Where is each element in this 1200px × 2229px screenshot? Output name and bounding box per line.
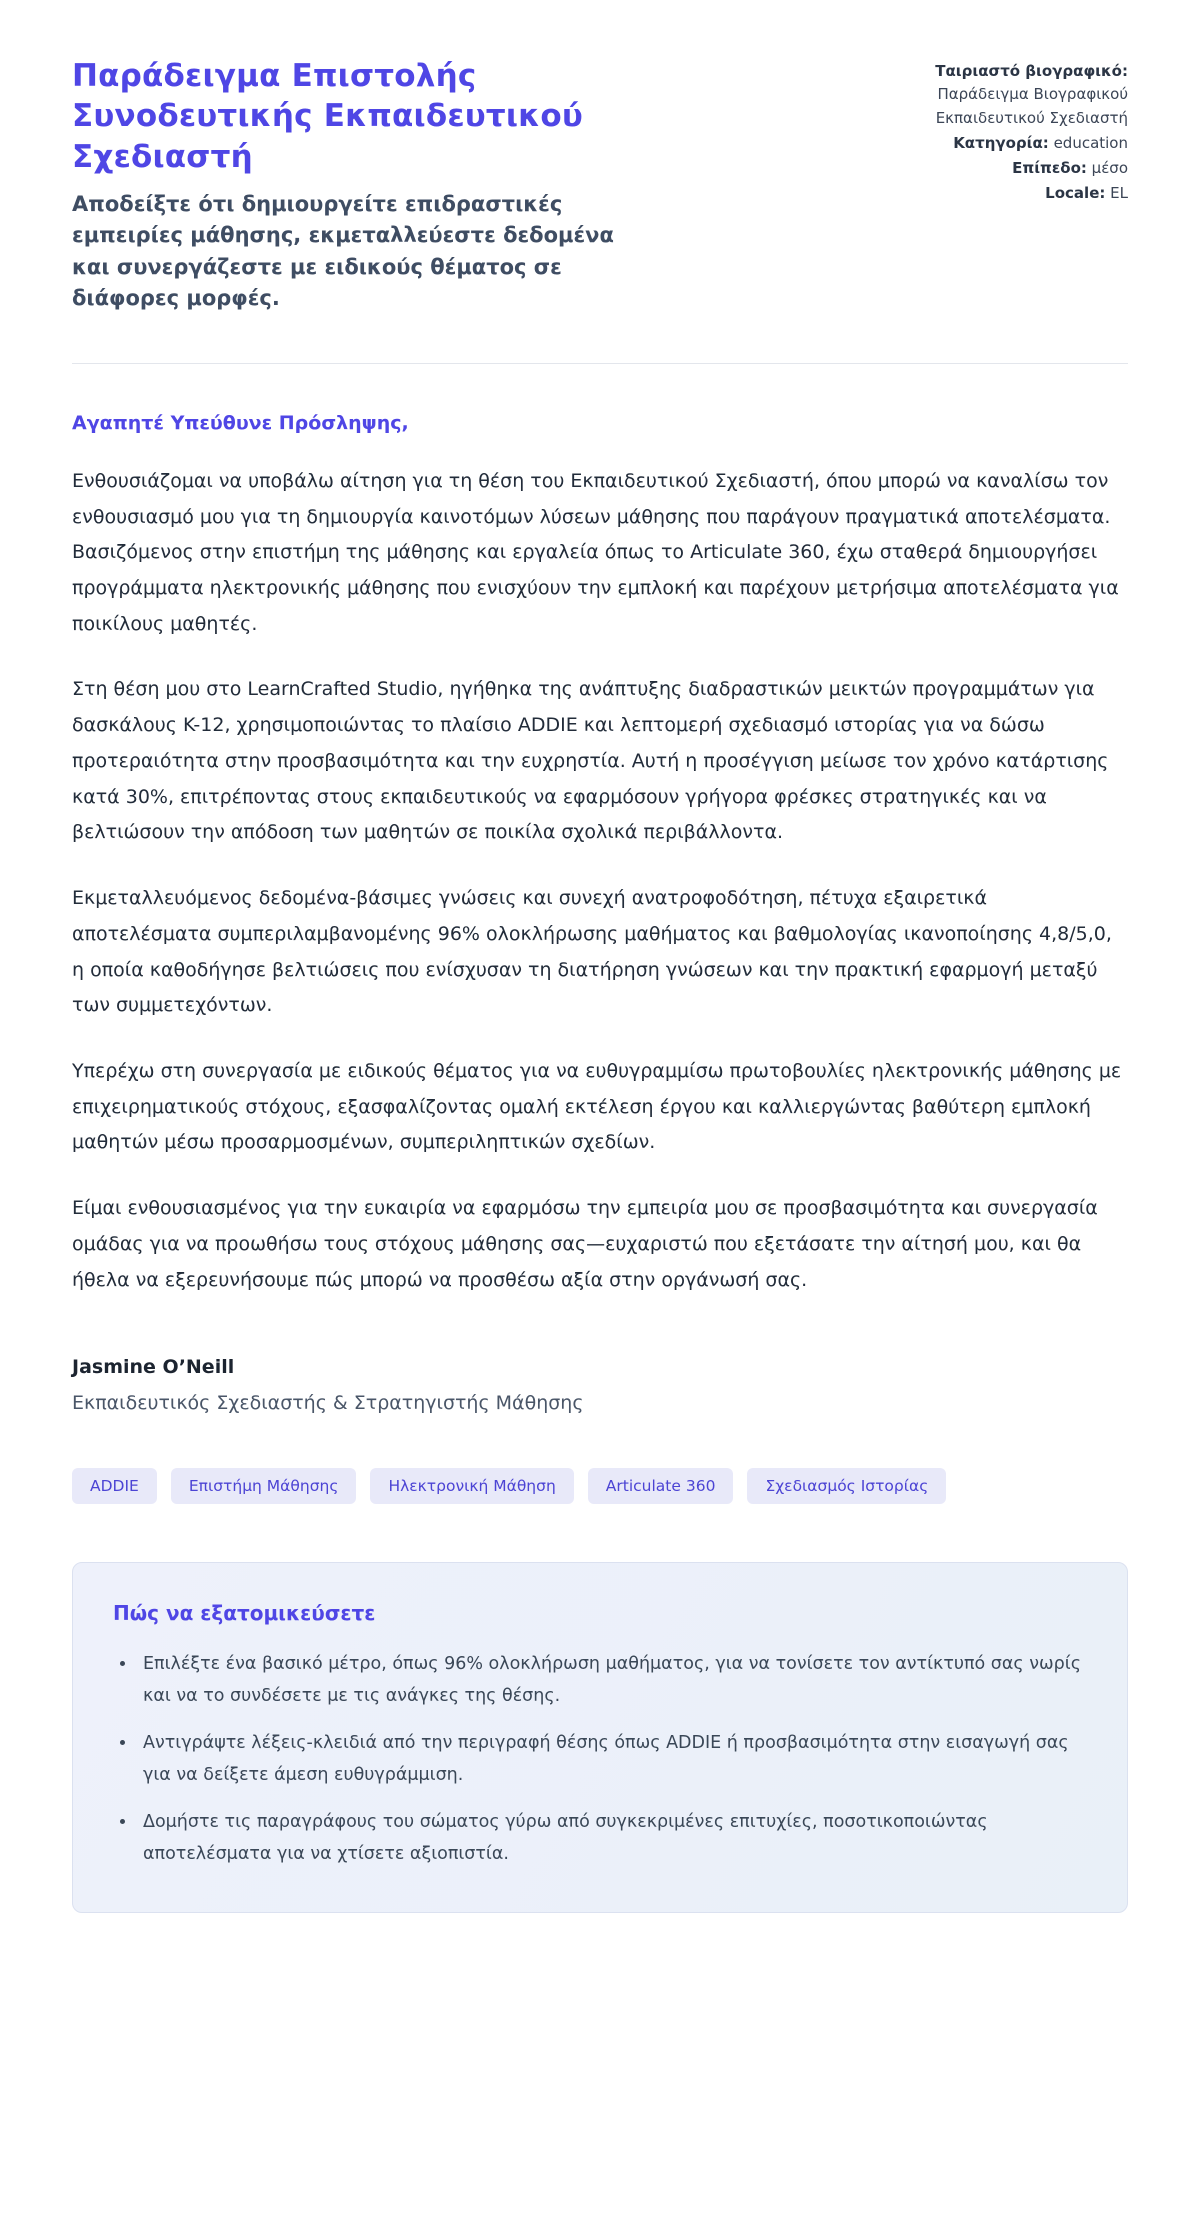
letter-paragraph: Υπερέχω στη συνεργασία με ειδικούς θέματος για να ευθυγραμμίσω πρωτοβουλίες ηλεκτρονικής μάθησης με επιχειρηματικούς στόχους, εξασφαλίζοντας ομαλή εκτέλεση έργου και καλλιεργώντας βαθύτερη εμπλοκή μαθητών μέσω προσαρμοσμένων, συμπεριληπτικών σχεδίων. (72, 1059, 1122, 1154)
signature-title: Εκπαιδευτικός Σχεδιαστής & Στρατηγιστής Μάθησης (72, 1392, 584, 1415)
level-label: Επίπεδο: (1012, 159, 1087, 177)
customization-tips-box (72, 1562, 1128, 1913)
page (72, 0, 1128, 1913)
category-value: education (1053, 133, 1128, 152)
tips-title: Πώς να εξατομικεύσετε (113, 1601, 376, 1626)
meta-locale (828, 182, 1128, 205)
category-label: Κατηγορία: (953, 133, 1049, 152)
meta-panel (828, 56, 1128, 208)
letter-paragraph: Είμαι ενθουσιασμένος για την ευκαιρία να εφαρμόσω την εμπειρία μου σε προσβασιμότητα και συνεργασία ομάδας για να προωθήσω τους στόχους μάθησης σας—ευχαριστώ που εξετάσατε την αίτησή μου, και θα ήθελα να εξερευνήσουμε πώς μπορώ να προσθέσω αξία στην οργάνωσή σας. (72, 1197, 1098, 1291)
tip-item: • Αντιγράψτε λέξεις-κλειδιά από την περιγραφή θέσης όπως ADDIE ή προσβασιμότητα στην εισαγωγή σας για να δείξετε άμεση ευθυγράμμιση. (137, 1728, 1087, 1791)
header (72, 56, 1128, 315)
tag-addie[interactable]: ADDIE (72, 1468, 157, 1504)
letter-greeting: Αγαπητέ Υπεύθυνε Πρόσληψης, (72, 411, 409, 434)
tips-list (113, 1649, 1087, 1870)
meta-level (828, 157, 1128, 180)
tag-articulate-360[interactable]: Articulate 360 (588, 1468, 734, 1504)
locale-value: EL (1110, 184, 1128, 203)
letter-paragraph: Στη θέση μου στο LearnCrafted Studio, ηγήθηκα της ανάπτυξης διαδραστικών μεικτών προγραμμάτων για δασκάλους K-12, χρησιμοποιώντας το πλαίσιο ADDIE και λεπτομερή σχεδιασμό ιστορίας για να δώσω προτεραιότητα στην προσβασιμότητα και την ευχρηστία. Αυτή η προσέγγιση μείωσε τον χρόνο κατάρτισης κατά 30%, επιτρέποντας στους εκπαιδευτικούς να εφαρμόσουν γρήγορα φρέσκες στρατηγικές και να βελτιώσουν την απόδοση των μαθητών σε ποικίλα σχολικά περιβάλλοντα. (72, 678, 1109, 844)
tag-learning-science[interactable]: Επιστήμη Μάθησης (171, 1468, 357, 1504)
letter-paragraph: Ενθουσιάζομαι να υποβάλω αίτηση για τη θέση του Εκπαιδευτικού Σχεδιαστή, όπου μπορώ να καναλίσω τον ενθουσιασμό μου για τη δημιουργία καινοτόμων λύσεων μάθησης που παράγουν πραγματικά αποτελέσματα. Βασιζόμενος στην επιστήμη της μάθησης και εργαλεία όπως το Articulate 360, έχω σταθερά δημιουργήσει προγράμματα ηλεκτρονικής μάθησης που ενισχύουν την εμπλοκή και παρέχουν μετρήσιμα αποτελέσματα για ποικίλους μαθητές. (72, 469, 1119, 635)
level-value: μέσο (1091, 159, 1128, 177)
keyword-tags (72, 1468, 1128, 1504)
locale-label: Locale: (1045, 184, 1106, 203)
tag-storyboarding[interactable]: Σχεδιασμός Ιστορίας (747, 1468, 946, 1504)
header-title-block (72, 56, 652, 315)
tip-item: • Δομήστε τις παραγράφους του σώματος γύρω από συγκεκριμένες επιτυχίες, ποσοτικοποιώντας αποτελέσματα για να χτίσετε αξιοπιστία. (137, 1807, 1087, 1870)
matching-resume-label: Ταιριαστό βιογραφικό: (935, 62, 1128, 80)
letter-paragraph: Εκμεταλλευόμενος δεδομένα-βάσιμες γνώσεις και συνεχή ανατροφοδότηση, πέτυχα εξαιρετικά αποτελέσματα συμπεριλαμβανομένης 96% ολοκλήρωσης μαθήματος και βαθμολογίας ικανοποίησης 4,8/5,0, η οποία καθοδήγησε βελτιώσεις που ενίσχυσαν τη διατήρηση γνώσεων και την πρακτική εφαρμογή μεταξύ των συμμετεχόντων. (72, 887, 1112, 1017)
cover-letter-body (72, 412, 1128, 1414)
meta-category (828, 132, 1128, 155)
header-divider (72, 363, 1128, 364)
tip-item: • Επιλέξτε ένα βασικό μέτρο, όπως 96% ολοκλήρωση μαθήματος, για να τονίσετε τον αντίκτυπό σας νωρίς και να το συνδέσετε με τις ανάγκες της θέσης. (137, 1649, 1087, 1712)
tag-elearning[interactable]: Ηλεκτρονική Μάθηση (370, 1468, 573, 1504)
page-title: Παράδειγμα Επιστολής Συνοδευτικής Εκπαιδευτικού Σχεδιαστή (72, 58, 584, 175)
page-subtitle: Αποδείξτε ότι δημιουργείτε επιδραστικές εμπειρίες μάθησης, εκμεταλλεύεστε δεδομένα και συνεργάζεστε με ειδικούς θέματος σε διάφορες μορφές. (72, 191, 614, 311)
signature-name: Jasmine O’Neill (72, 1356, 235, 1379)
meta-matching-resume (828, 60, 1128, 130)
matching-resume-link[interactable]: Παράδειγμα Βιογραφικού Εκπαιδευτικού Σχεδιαστή (935, 85, 1128, 127)
